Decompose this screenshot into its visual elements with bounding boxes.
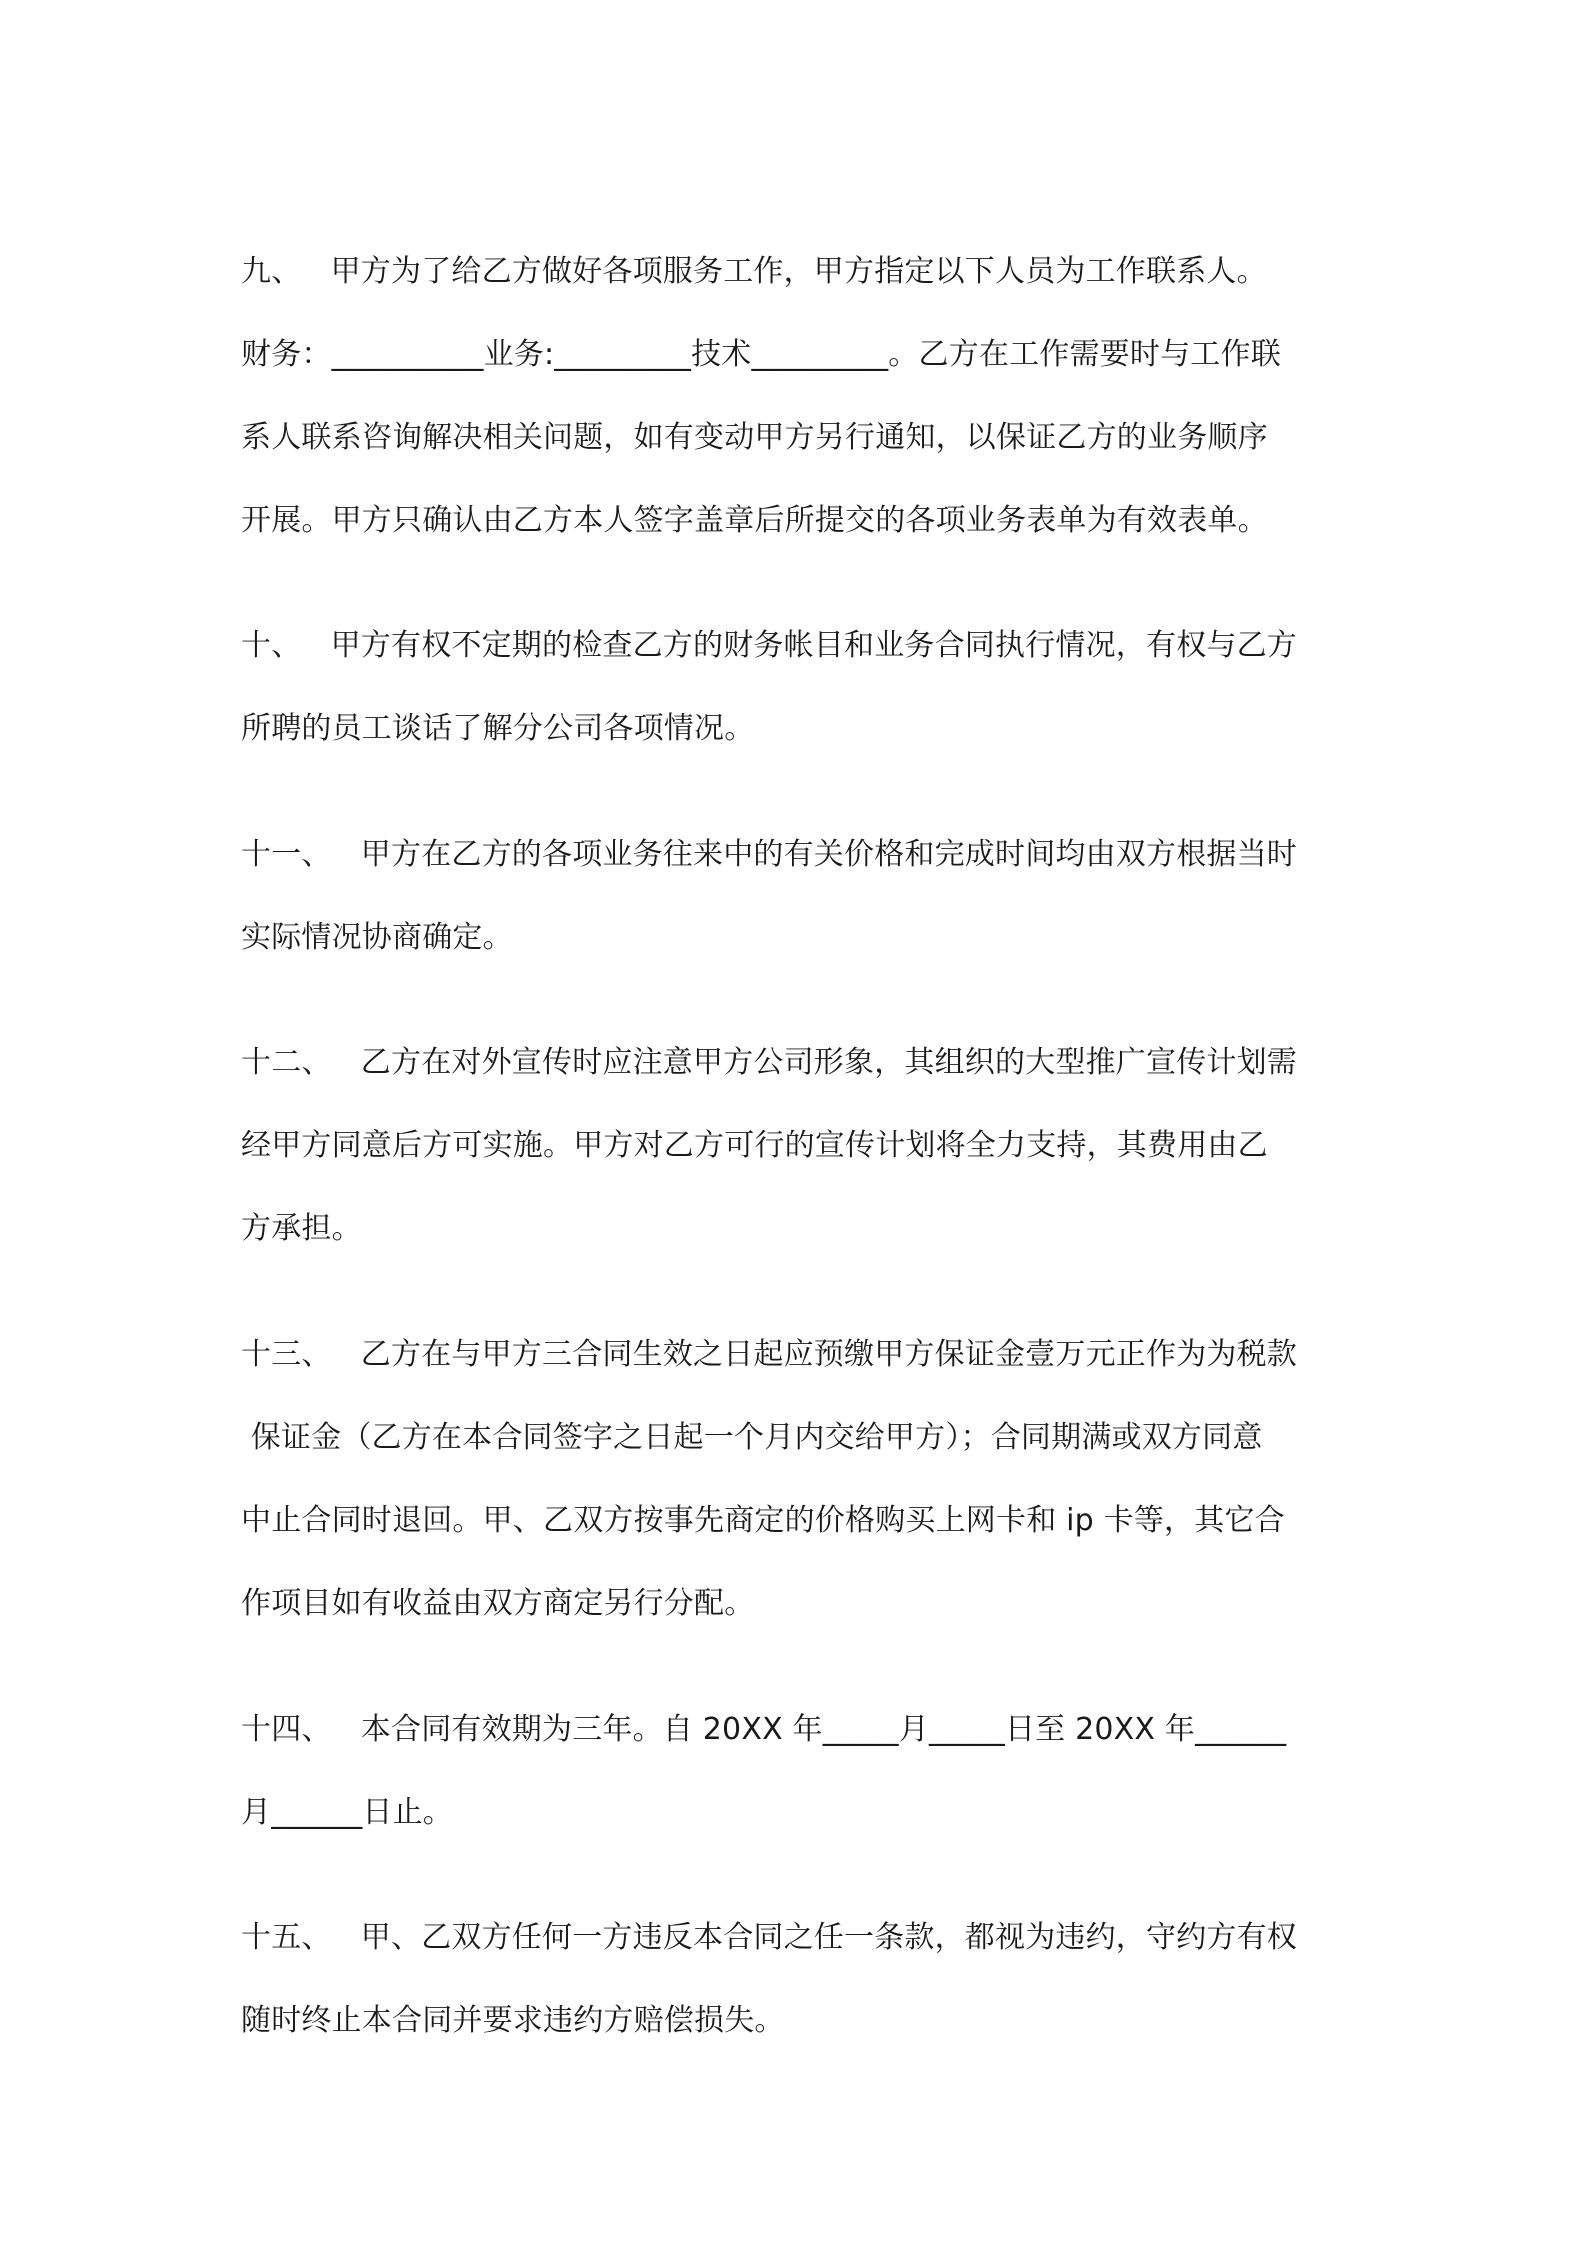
clause-13-line-1: 十三、 乙方在与甲方三合同生效之日起应预缴甲方保证金壹万元正作为为税款 (241, 1337, 1298, 1372)
clause-10-line-1: 十、 甲方有权不定期的检查乙方的财务帐目和业务合同执行情况，有权与乙方 (241, 628, 1298, 663)
clause-9-line-1: 九、 甲方为了给乙方做好各项服务工作，甲方指定以下人员为工作联系人。 (241, 254, 1267, 289)
clause-9-line-4: 开展。甲方只确认由乙方本人签字盖章后所提交的各项业务表单为有效表单。 (241, 503, 1268, 538)
clause-15-line-1: 十五、 甲、乙双方任何一方违反本合同之任一条款，都视为违约，守约方有权 (241, 1920, 1298, 1955)
clause-9-line-2: 财务：__________业务:_________技术_________。乙方在工作需要时与工作联 (241, 337, 1281, 372)
clause-14-line-1: 十四、 本合同有效期为三年。自 20XX 年_____月_____日至 20XX 年______ (241, 1712, 1287, 1747)
clause-13-line-4: 作项目如有收益由双方商定另行分配。 (241, 1586, 755, 1621)
clause-11-line-2: 实际情况协商确定。 (241, 920, 513, 955)
clause-15-line-2: 随时终止本合同并要求违约方赔偿损失。 (241, 2003, 785, 2038)
clause-12-line-3: 方承担。 (241, 1211, 362, 1246)
clause-12-line-2: 经甲方同意后方可实施。甲方对乙方可行的宣传计划将全力支持，其费用由乙 (241, 1128, 1268, 1163)
clause-13-line-2: 保证金（乙方在本合同签字之日起一个月内交给甲方）；合同期满或双方同意 (241, 1420, 1263, 1455)
clause-14-line-2: 月______日止。 (241, 1795, 453, 1830)
clause-11-line-1: 十一、 甲方在乙方的各项业务往来中的有关价格和完成时间均由双方根据当时 (241, 837, 1298, 872)
clause-10-line-2: 所聘的员工谈话了解分公司各项情况。 (241, 711, 755, 746)
clause-9-line-3: 系人联系咨询解决相关问题，如有变动甲方另行通知，以保证乙方的业务顺序 (241, 420, 1268, 455)
clause-13-line-3: 中止合同时退回。甲、乙双方按事先商定的价格购买上网卡和 ip 卡等，其它合 (241, 1503, 1285, 1538)
clause-12-line-1: 十二、 乙方在对外宣传时应注意甲方公司形象，其组织的大型推广宣传计划需 (241, 1045, 1298, 1080)
